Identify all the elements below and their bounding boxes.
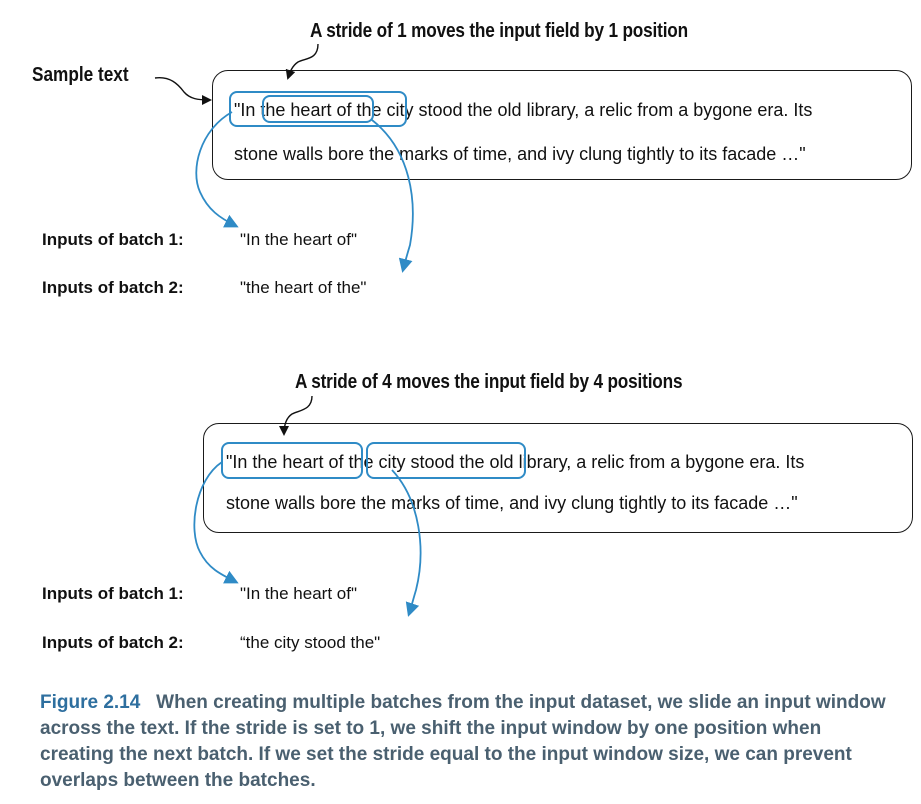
panel2-batch2-value: “the city stood the" — [240, 633, 381, 652]
panel1-batch1-label: Inputs of batch 1: — [42, 230, 184, 249]
panel2-title-arrow — [284, 396, 312, 434]
panel1-text-line2: stone walls bore the marks of time, and ivy clung tightly to its facade …" — [234, 144, 806, 164]
panel2-text-line1: "In the heart of the city stood the old library, a relic from a bygone era. Its — [226, 452, 805, 472]
panel1-batch2-value: "the heart of the" — [240, 278, 367, 297]
panel2-batch2-label: Inputs of batch 2: — [42, 633, 184, 652]
figure-label: Figure 2.14 — [40, 692, 141, 713]
panel1-text-line1: "In the heart of the city stood the old library, a relic from a bygone era. Its — [234, 100, 813, 120]
panel2-batch2-arrow — [392, 470, 421, 614]
panel1-batch2-arrow — [372, 120, 413, 270]
panel2-text-line2: stone walls bore the marks of time, and ivy clung tightly to its facade …" — [226, 493, 798, 513]
panel1-batch1-value: "In the heart of" — [240, 230, 357, 249]
panel2-batch1-label: Inputs of batch 1: — [42, 584, 184, 603]
panel1-title: A stride of 1 moves the input field by 1 position — [310, 20, 688, 42]
figure-caption — [40, 690, 900, 794]
panel2-title: A stride of 4 moves the input field by 4 positions — [295, 371, 683, 393]
sample-text-label: Sample text — [32, 64, 129, 86]
panel2-batch1-arrow — [194, 462, 236, 582]
panel1-title-arrow — [288, 44, 318, 78]
figure-caption-text: When creating multiple batches from the input dataset, we slide an input window across the text. If the stride is set to 1, we shift the input window by one position when creating the next batch. If we set the stride equal to the input window size, we can prevent overlaps between the batches. — [40, 692, 886, 791]
panel1-batch2-label: Inputs of batch 2: — [42, 278, 184, 297]
panel1-batch1-arrow — [196, 112, 236, 226]
sample-text-arrow — [155, 78, 210, 100]
panel2-batch1-value: "In the heart of" — [240, 584, 357, 603]
